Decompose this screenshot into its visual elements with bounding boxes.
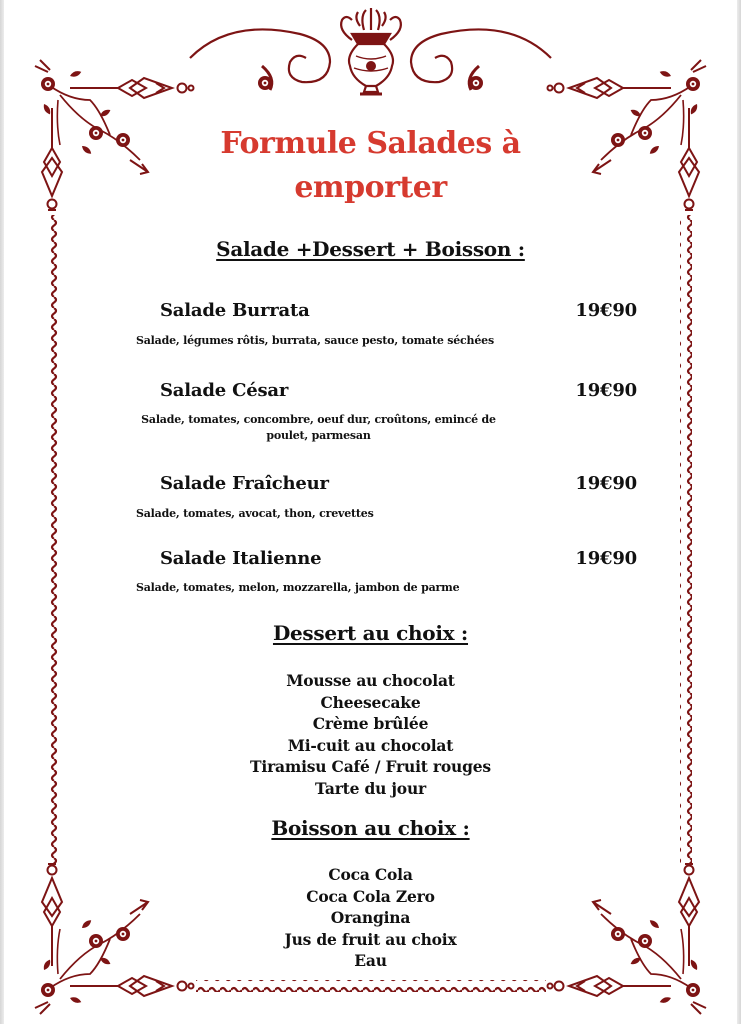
salad-name: Salade Italienne bbox=[160, 548, 322, 569]
salad-price: 19€90 bbox=[575, 300, 637, 321]
formula-heading: Salade +Dessert + Boisson : bbox=[216, 237, 525, 261]
salad-name: Salade César bbox=[160, 380, 289, 401]
salad-description: Salade, tomates, avocat, thon, crevettes bbox=[136, 507, 374, 520]
vase-ornament bbox=[190, 8, 551, 94]
boisson-item: Jus de fruit au choix bbox=[284, 929, 457, 949]
boisson-item: Eau bbox=[354, 951, 387, 971]
boisson-item: Coca Cola Zero bbox=[306, 886, 435, 906]
salad-price: 19€90 bbox=[575, 380, 637, 401]
dessert-item: Mi-cuit au chocolat bbox=[287, 735, 454, 755]
dessert-item: Tarte du jour bbox=[315, 778, 426, 798]
rose-icon bbox=[258, 76, 272, 90]
menu-title-line-2: emporter bbox=[294, 170, 447, 205]
salad-description: Salade, légumes rôtis, burrata, sauce pesto, tomate séchées bbox=[136, 334, 494, 347]
salad-name: Salade Fraîcheur bbox=[160, 473, 329, 494]
salad-price: 19€90 bbox=[575, 548, 637, 569]
bottom-wavy-border bbox=[196, 980, 546, 992]
boisson-item: Coca Cola bbox=[328, 865, 413, 884]
salad-name: Salade Burrata bbox=[160, 300, 310, 321]
salad-description: Salade, tomates, concombre, oeuf dur, croûtons, emincé de poulet, parmesan bbox=[141, 413, 496, 442]
dessert-item: Crème brûlée bbox=[312, 714, 429, 734]
boisson-heading: Boisson au choix : bbox=[271, 816, 470, 840]
dessert-item: Tiramisu Café / Fruit rouges bbox=[250, 757, 491, 777]
salad-description: Salade, tomates, melon, mozzarella, jambon de parme bbox=[136, 581, 460, 594]
dessert-list bbox=[0, 670, 741, 800]
dessert-heading: Dessert au choix : bbox=[272, 621, 469, 645]
menu-title bbox=[0, 122, 741, 210]
rose-icon bbox=[469, 76, 483, 90]
dessert-item: Cheesecake bbox=[320, 692, 421, 712]
menu-title-line-1: Formule Salades à bbox=[220, 126, 521, 161]
dessert-item: Mousse au chocolat bbox=[286, 671, 455, 690]
boisson-list bbox=[0, 864, 741, 972]
boisson-item: Orangina bbox=[330, 908, 411, 928]
salad-price: 19€90 bbox=[575, 473, 637, 494]
